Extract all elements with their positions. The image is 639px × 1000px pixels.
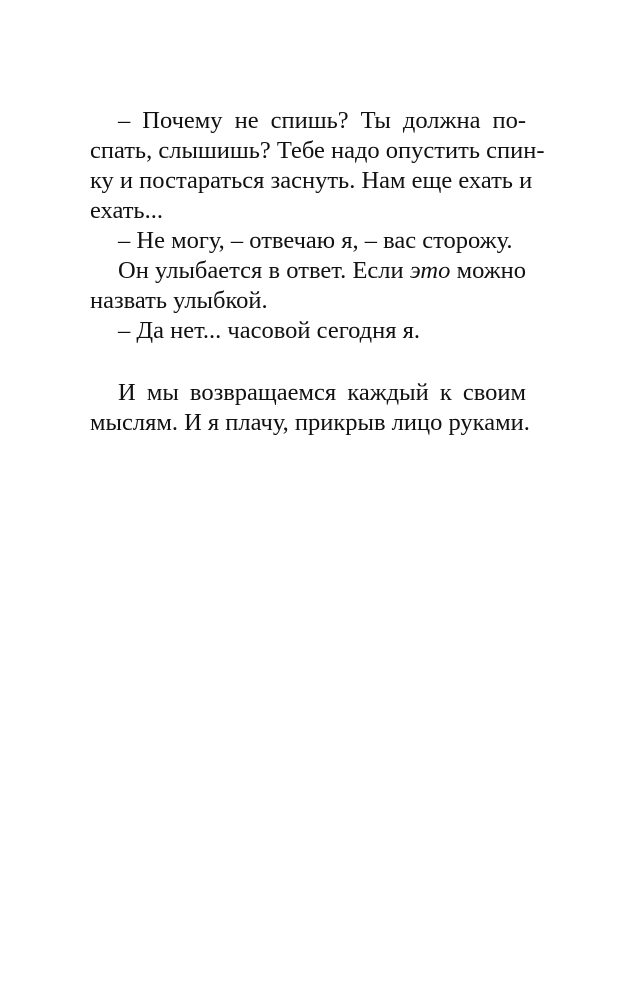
page-text: [90, 106, 545, 438]
text-line-7: назвать улыбкой.: [90, 287, 268, 314]
text-line-6-start: Он улыбается в ответ. Если: [118, 257, 404, 284]
text-line-6-end: можно: [456, 257, 527, 284]
text-line-10: мыслям. И я плачу, прикрыв лицо руками.: [90, 409, 530, 436]
section-gap: [90, 346, 526, 378]
text-line-5: – Не могу, – отвечаю я, – вас сторожу.: [118, 227, 513, 254]
text-line-1: – Почему не спишь? Ты должна по-: [118, 107, 526, 134]
text-line-9: И мы возвращаемся каждый к своим: [118, 379, 526, 406]
text-line-6: [90, 256, 526, 286]
text-line-2: спать, слышишь? Тебе надо опустить спин-: [90, 137, 545, 164]
text-line-8: – Да нет... часовой сегодня я.: [118, 317, 421, 344]
emphasis-word: это: [409, 257, 451, 284]
text-line-3: ку и постараться заснуть. Нам еще ехать и: [90, 167, 533, 194]
text-line-4: ехать...: [90, 197, 163, 224]
